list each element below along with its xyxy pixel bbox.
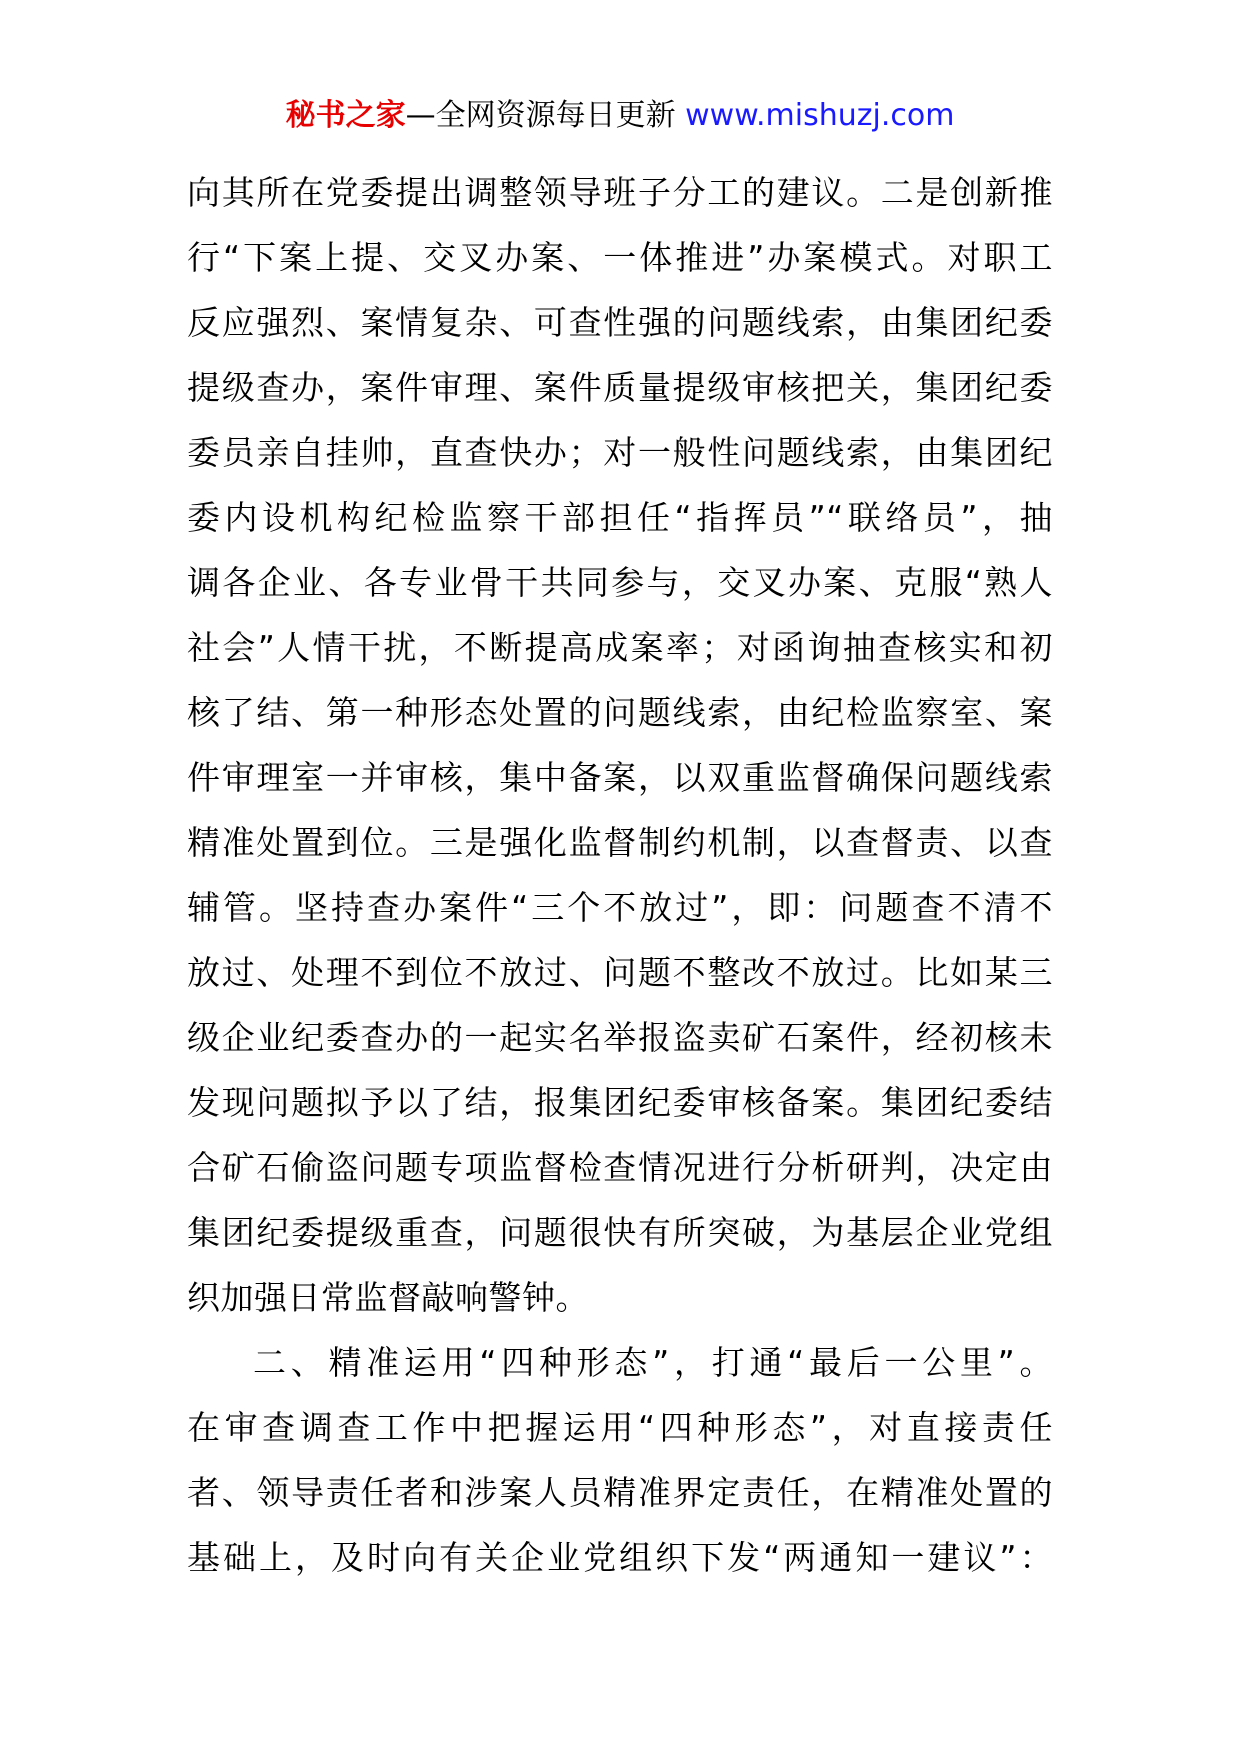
text-line: 集团纪委提级重查，问题很快有所突破，为基层企业党组 (187, 1213, 1053, 1252)
text-line: 发现问题拟予以了结，报集团纪委审核备案。集团纪委结 (187, 1083, 1053, 1122)
text-line: 核了结、第一种形态处置的问题线索，由纪检监察室、案 (187, 693, 1053, 732)
text-line: 委内设机构纪检监察干部担任“指挥员”“联络员”，抽 (187, 498, 1053, 537)
text-line: 精准处置到位。三是强化监督制约机制，以查督责、以查 (187, 823, 1053, 862)
text-line: 向其所在党委提出调整领导班子分工的建议。二是创新推 (187, 173, 1053, 212)
text-line: 在审查调查工作中把握运用“四种形态”，对直接责任 (187, 1408, 1053, 1447)
text-line: 委员亲自挂帅，直查快办；对一般性问题线索，由集团纪 (187, 433, 1053, 472)
text-line: 社会”人情干扰，不断提高成案率；对函询抽查核实和初 (187, 628, 1053, 667)
site-tagline: —全网资源每日更新 (405, 98, 686, 133)
document-body (187, 160, 1053, 1590)
text-line: 件审理室一并审核，集中备案，以双重监督确保问题线索 (187, 758, 1053, 797)
site-header (0, 96, 1240, 136)
text-line: 级企业纪委查办的一起实名举报盗卖矿石案件，经初核未 (187, 1018, 1053, 1057)
section-heading-line: 二、精准运用“四种形态”，打通“最后一公里”。 (253, 1343, 1053, 1382)
text-line: 合矿石偷盗问题专项监督检查情况进行分析研判，决定由 (187, 1148, 1053, 1187)
text-line: 调各企业、各专业骨干共同参与，交叉办案、克服“熟人 (187, 563, 1053, 602)
text-line: 反应强烈、案情复杂、可查性强的问题线索，由集团纪委 (187, 303, 1053, 342)
text-line: 者、领导责任者和涉案人员精准界定责任，在精准处置的 (187, 1473, 1053, 1512)
text-line: 提级查办，案件审理、案件质量提级审核把关，集团纪委 (187, 368, 1053, 407)
text-line: 织加强日常监督敲响警钟。 (187, 1278, 589, 1317)
text-line: 基础上，及时向有关企业党组织下发“两通知一建议”： (187, 1538, 1053, 1577)
text-line: 辅管。坚持查办案件“三个不放过”，即：问题查不清不 (187, 888, 1053, 927)
site-url[interactable]: www.mishuzj.com (685, 98, 955, 133)
text-line: 行“下案上提、交叉办案、一体推进”办案模式。对职工 (187, 238, 1053, 277)
text-line: 放过、处理不到位不放过、问题不整改不放过。比如某三 (187, 953, 1053, 992)
site-brand: 秘书之家 (285, 98, 406, 133)
